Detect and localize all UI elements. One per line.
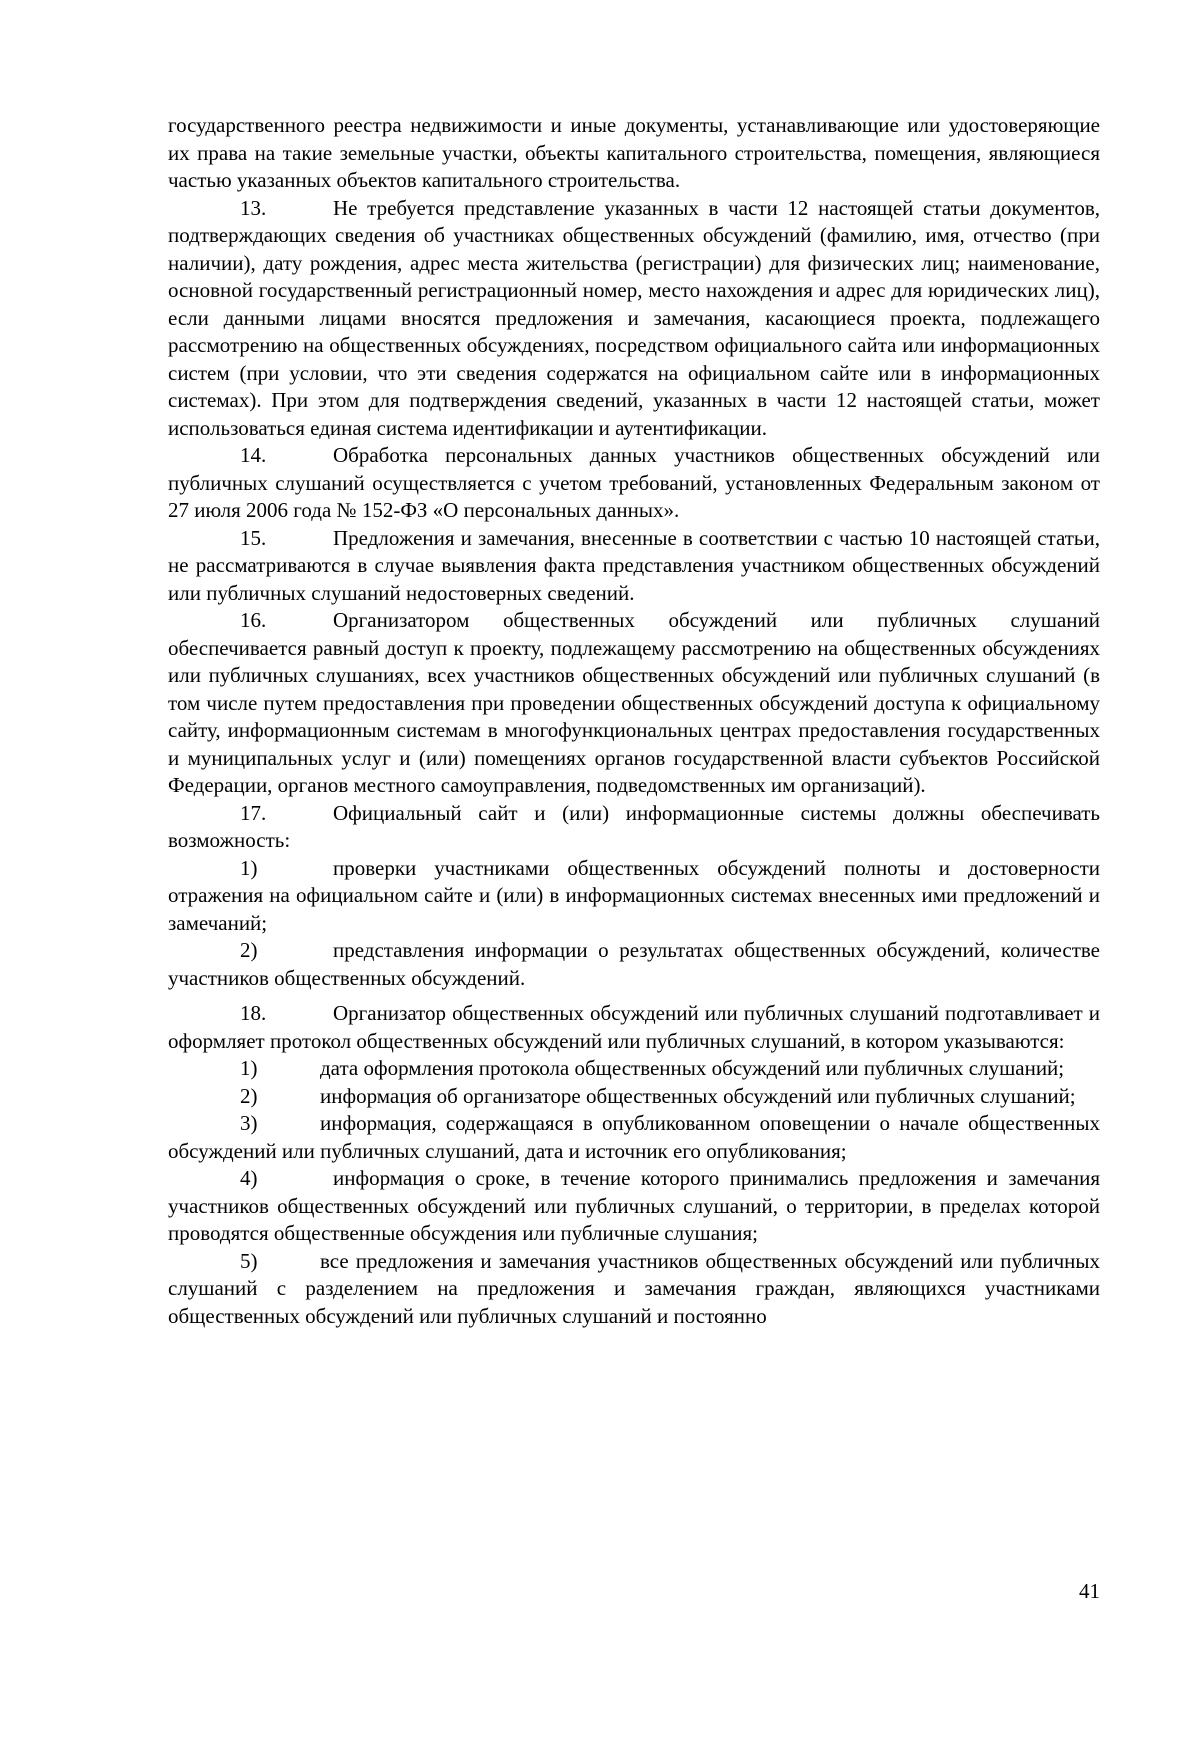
- paragraph-13: [168, 195, 1100, 443]
- list-item-18-4: [168, 1165, 1100, 1248]
- list-item-text: дата оформления протокола общественных обсуждений или публичных слушаний;: [320, 1056, 1065, 1080]
- list-item-text: все предложения и замечания участников общественных обсуждений или публичных слушаний с разделением на предложения и замечания граждан, являющихся участниками общественных обсуждений или публичных слушаний и постоянно: [168, 1248, 1100, 1328]
- list-item-text: проверки участниками общественных обсуждений полноты и достоверности отражения на официальном сайте и (или) в информационных системах внесенных ими предложений и замечаний;: [168, 855, 1100, 935]
- list-item-number: 1): [240, 855, 258, 880]
- paragraph-text: Предложения и замечания, внесенные в соответствии с частью 10 настоящей статьи, не рассматриваются в случае выявления факта представления участником общественных обсуждений или публичных слушаний недостоверных сведений.: [168, 525, 1100, 605]
- list-item-text: информация, содержащаяся в опубликованном оповещении о начале общественных обсуждений или публичных слушаний, дата и источник его опубликования;: [168, 1111, 1100, 1163]
- paragraph-text: государственного реестра недвижимости и иные документы, устанавливающие или удостоверяющие их права на такие земельные участки, объекты капитального строительства, помещения, являющиеся частью указанных объектов капитального строительства.: [168, 113, 1100, 192]
- list-item-17-2: [168, 937, 1100, 992]
- page-number: 41: [1079, 1579, 1100, 1603]
- paragraph-number: 15.: [240, 525, 267, 550]
- paragraph-15: [168, 525, 1100, 608]
- paragraph-number: 14.: [240, 443, 267, 467]
- paragraph-continuation: [168, 112, 1100, 195]
- list-item-number: 4): [240, 1166, 258, 1190]
- list-item-text: представления информации о результатах общественных обсуждений, количестве участников общественных обсуждений.: [168, 938, 1100, 990]
- paragraph-number: 13.: [240, 195, 267, 220]
- list-item-18-2: [168, 1083, 1100, 1111]
- list-item-number: 2): [240, 1083, 258, 1108]
- list-item-18-3: [168, 1110, 1100, 1165]
- list-item-17-1: [168, 855, 1100, 938]
- paragraph-text: Не требуется представление указанных в части 12 настоящей статьи документов, подтверждающих сведения об участниках общественных обсуждений (фамилию, имя, отчество (при наличии), дату рождения, адрес места жительства (регистрации) для физических лиц; наименование, основной государственный регистрационный номер, место нахождения и адрес для юридических лиц), если данными лицами вносятся предложения и замечания, касающиеся проекта, подлежащего рассмотрению на общественных обсуждениях, посредством официального сайта или информационных систем (при условии, что эти сведения содержатся на официальном сайте или в информационных системах). При этом для подтверждения сведений, указанных в части 12 настоящей статьи, может использоваться единая система идентификации и аутентификации.: [168, 195, 1100, 440]
- list-item-number: 5): [240, 1248, 258, 1273]
- paragraph-14: [168, 442, 1100, 525]
- paragraph-text: Обработка персональных данных участников общественных обсуждений или публичных слушаний осуществляется с учетом требований, установленных Федеральным законом от 27 июля 2006 года № 152-ФЗ «О персональных данных».: [168, 443, 1100, 522]
- paragraph-17: [168, 800, 1100, 855]
- list-item-number: 2): [240, 938, 258, 962]
- paragraph-number: 18.: [240, 1001, 267, 1025]
- list-item-number: 3): [240, 1111, 258, 1135]
- list-item-18-5: [168, 1248, 1100, 1331]
- paragraph-text: Официальный сайт и (или) информационные системы должны обеспечивать возможность:: [168, 800, 1100, 852]
- list-item-number: 1): [240, 1056, 258, 1080]
- paragraph-number: 16.: [240, 608, 267, 632]
- list-item-text: информация об организаторе общественных обсуждений или публичных слушаний;: [320, 1083, 1076, 1108]
- paragraph-16: [168, 607, 1100, 800]
- paragraph-18: [168, 1000, 1100, 1055]
- paragraph-text: Организатором общественных обсуждений или публичных слушаний обеспечивается равный доступ к проекту, подлежащему рассмотрению на общественных обсуждениях или публичных слушаниях, всех участников общественных обсуждений или публичных слушаний (в том числе путем предоставления при проведении общественных обсуждений доступа к официальному сайту, информационным системам в многофункциональных центрах предоставления государственных и муниципальных услуг и (или) помещениях органов государственной власти субъектов Российской Федерации, органов местного самоуправления, подведомственных им организаций).: [168, 608, 1100, 797]
- list-item-18-1: [168, 1055, 1100, 1083]
- list-item-text: информация о сроке, в течение которого принимались предложения и замечания участников общественных обсуждений или публичных слушаний, о территории, в пределах которой проводятся общественные обсуждения или публичные слушания;: [168, 1166, 1100, 1245]
- paragraph-text: Организатор общественных обсуждений или публичных слушаний подготавливает и оформляет протокол общественных обсуждений или публичных слушаний, в котором указываются:: [168, 1001, 1100, 1053]
- document-body: [168, 112, 1100, 1330]
- paragraph-number: 17.: [240, 800, 267, 825]
